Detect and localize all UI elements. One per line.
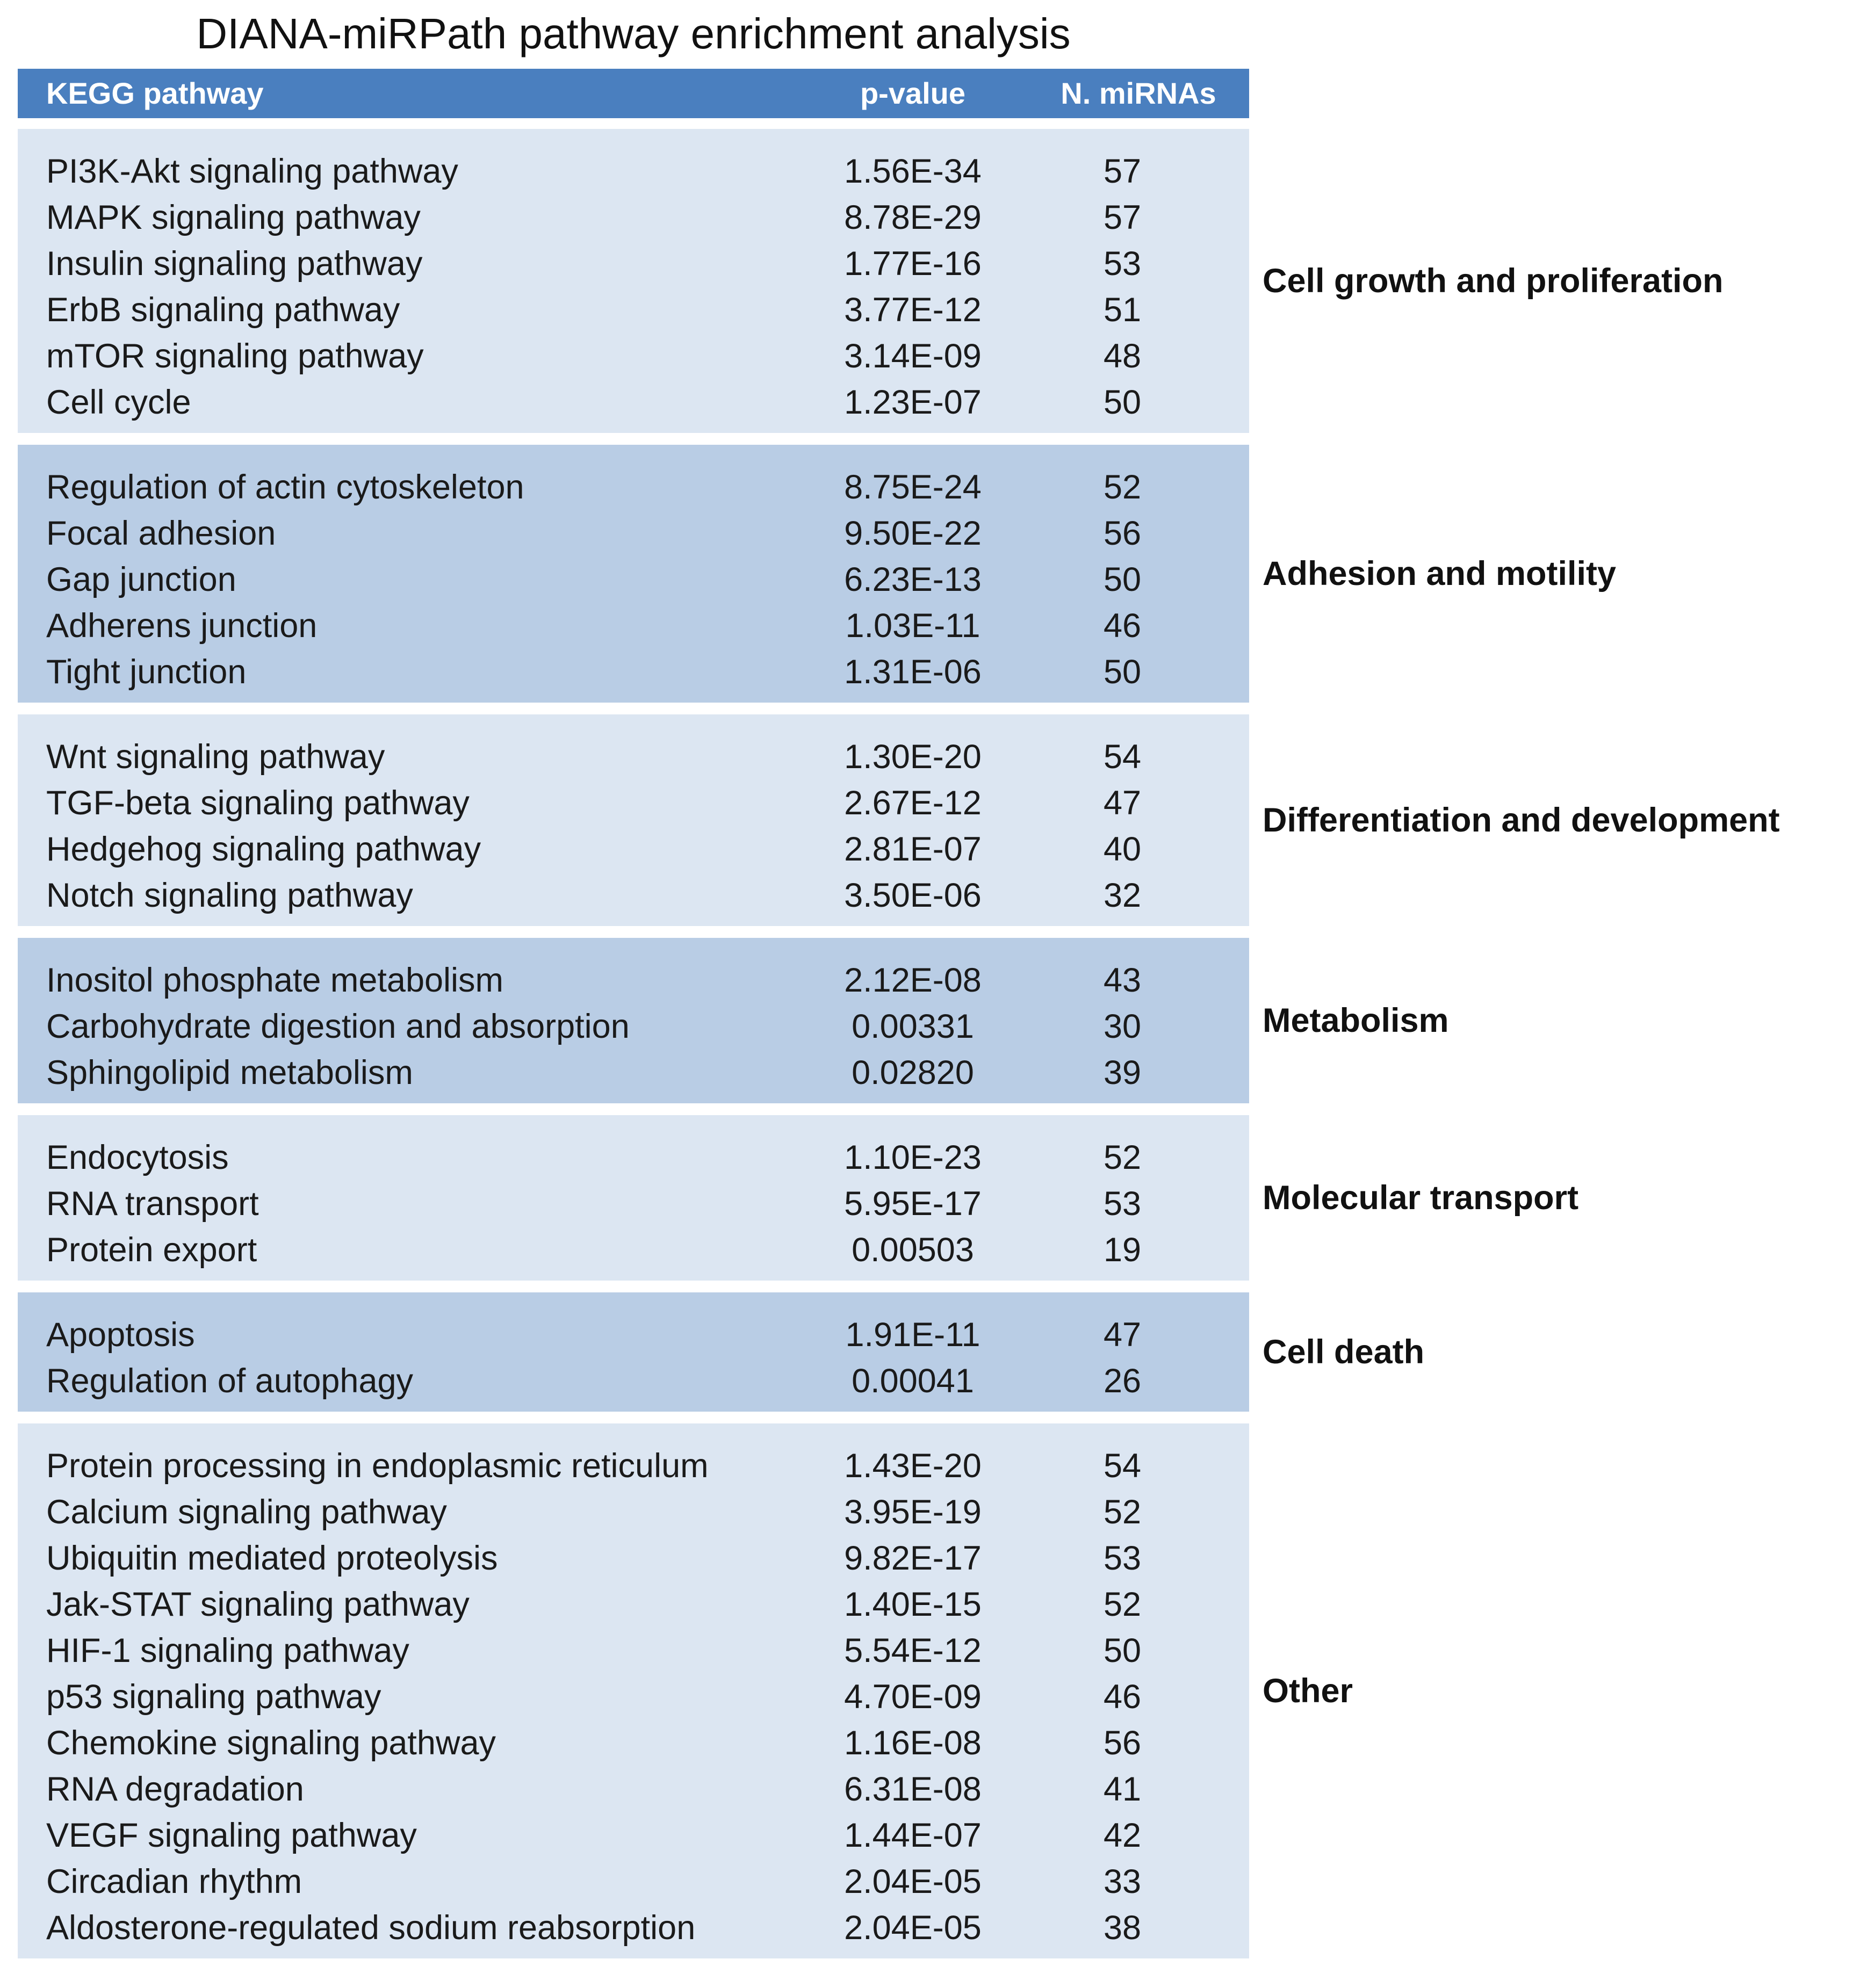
n-mirnas: 56 — [1103, 1724, 1142, 1762]
p-value: 1.91E-11 — [845, 1316, 980, 1354]
p-value: 5.95E-17 — [844, 1185, 982, 1223]
p-value: 6.31E-08 — [844, 1770, 982, 1808]
p-value: 0.02820 — [852, 1054, 974, 1091]
n-mirnas: 52 — [1103, 1586, 1142, 1623]
n-mirnas: 48 — [1103, 337, 1142, 375]
p-value: 1.30E-20 — [844, 738, 982, 776]
p-value: 0.00331 — [852, 1008, 974, 1045]
n-mirnas: 42 — [1103, 1817, 1142, 1854]
n-mirnas: 54 — [1103, 738, 1142, 776]
n-mirnas: 47 — [1103, 1316, 1142, 1354]
p-value: 2.12E-08 — [844, 962, 982, 999]
category-label: Molecular transport — [1263, 1179, 1579, 1217]
table-row — [18, 1628, 1249, 1674]
pathway-name: TGF-beta signaling pathway — [46, 784, 470, 822]
n-mirnas: 26 — [1103, 1362, 1142, 1400]
p-value: 2.04E-05 — [844, 1863, 982, 1900]
pathway-name: mTOR signaling pathway — [46, 337, 424, 375]
table-row — [18, 1181, 1249, 1227]
pathway-name: HIF-1 signaling pathway — [46, 1632, 409, 1669]
table-row — [18, 333, 1249, 379]
table-row — [18, 148, 1249, 194]
n-mirnas: 30 — [1103, 1008, 1142, 1045]
pathway-name: Apoptosis — [46, 1316, 195, 1354]
p-value: 0.00503 — [852, 1231, 974, 1269]
table-row — [18, 241, 1249, 287]
table-row — [18, 826, 1249, 872]
pathway-name: Aldosterone-regulated sodium reabsorption — [46, 1909, 696, 1947]
table-row — [18, 734, 1249, 780]
p-value: 1.03E-11 — [845, 607, 980, 645]
table-row — [18, 1766, 1249, 1812]
n-mirnas: 41 — [1103, 1770, 1142, 1808]
n-mirnas: 33 — [1103, 1863, 1142, 1900]
n-mirnas: 46 — [1103, 607, 1142, 645]
n-mirnas: 57 — [1103, 153, 1142, 190]
n-mirnas: 54 — [1103, 1447, 1142, 1485]
n-mirnas: 57 — [1103, 199, 1142, 236]
table-row — [18, 1720, 1249, 1766]
n-mirnas: 43 — [1103, 962, 1142, 999]
pathway-name: Ubiquitin mediated proteolysis — [46, 1539, 498, 1577]
pathway-name: Chemokine signaling pathway — [46, 1724, 496, 1762]
n-mirnas: 53 — [1103, 1185, 1142, 1223]
table-row — [18, 1859, 1249, 1905]
p-value: 1.44E-07 — [844, 1817, 982, 1854]
n-mirnas: 50 — [1103, 653, 1142, 691]
table-row — [18, 194, 1249, 241]
table-row — [18, 1358, 1249, 1404]
pathway-group — [18, 1423, 1249, 1958]
table-row — [18, 957, 1249, 1003]
p-value: 1.16E-08 — [844, 1724, 982, 1762]
n-mirnas: 32 — [1103, 877, 1142, 914]
p-value: 6.23E-13 — [844, 561, 982, 598]
pathway-name: Calcium signaling pathway — [46, 1493, 447, 1531]
pathway-group — [18, 1292, 1249, 1412]
pathway-name: Tight junction — [46, 653, 247, 691]
p-value: 9.50E-22 — [844, 515, 982, 552]
pathway-name: Regulation of autophagy — [46, 1362, 414, 1400]
table-row — [18, 603, 1249, 649]
table-row — [18, 1674, 1249, 1720]
table-row — [18, 872, 1249, 919]
header-kegg-pathway: KEGG pathway — [46, 76, 264, 110]
table-row — [18, 510, 1249, 556]
category-label: Cell death — [1263, 1333, 1425, 1371]
category-label: Differentiation and development — [1263, 801, 1780, 839]
pathway-name: Hedgehog signaling pathway — [46, 830, 481, 868]
table-row — [18, 1905, 1249, 1951]
pathway-name: Inositol phosphate metabolism — [46, 962, 503, 999]
n-mirnas: 56 — [1103, 515, 1142, 552]
pathway-name: Endocytosis — [46, 1139, 229, 1176]
pathway-name: MAPK signaling pathway — [46, 199, 421, 236]
pathway-group — [18, 129, 1249, 433]
p-value: 1.31E-06 — [844, 653, 982, 691]
pathway-name: Wnt signaling pathway — [46, 738, 385, 776]
table-row — [18, 1312, 1249, 1358]
pathway-name: RNA transport — [46, 1185, 259, 1223]
pathway-name: p53 signaling pathway — [46, 1678, 381, 1716]
p-value: 3.95E-19 — [844, 1493, 982, 1531]
p-value: 9.82E-17 — [844, 1539, 982, 1577]
n-mirnas: 50 — [1103, 561, 1142, 598]
header-n-mirnas: N. miRNAs — [1061, 76, 1216, 110]
pathway-name: Jak-STAT signaling pathway — [46, 1586, 470, 1623]
pathway-name: VEGF signaling pathway — [46, 1817, 417, 1854]
p-value: 0.00041 — [852, 1362, 974, 1400]
table-row — [18, 1003, 1249, 1050]
n-mirnas: 46 — [1103, 1678, 1142, 1716]
table-row — [18, 287, 1249, 333]
table-header — [18, 69, 1249, 118]
table-row — [18, 1812, 1249, 1859]
table-row — [18, 1227, 1249, 1273]
table-row — [18, 1581, 1249, 1628]
category-label: Adhesion and motility — [1263, 555, 1617, 592]
category-label: Metabolism — [1263, 1002, 1449, 1039]
n-mirnas: 53 — [1103, 245, 1142, 283]
header-p-value: p-value — [860, 76, 966, 110]
pathway-group — [18, 1115, 1249, 1281]
pathway-name: Gap junction — [46, 561, 236, 598]
table-row — [18, 379, 1249, 425]
pathway-name: RNA degradation — [46, 1770, 304, 1808]
p-value: 3.14E-09 — [844, 337, 982, 375]
category-label: Cell growth and proliferation — [1263, 262, 1724, 300]
p-value: 1.43E-20 — [844, 1447, 982, 1485]
p-value: 1.10E-23 — [844, 1139, 982, 1176]
table-row — [18, 649, 1249, 695]
n-mirnas: 50 — [1103, 1632, 1142, 1669]
n-mirnas: 39 — [1103, 1054, 1142, 1091]
n-mirnas: 53 — [1103, 1539, 1142, 1577]
pathway-name: ErbB signaling pathway — [46, 291, 400, 329]
table-row — [18, 1050, 1249, 1096]
pathway-name: Notch signaling pathway — [46, 877, 413, 914]
pathway-name: Regulation of actin cytoskeleton — [46, 468, 524, 506]
p-value: 1.56E-34 — [844, 153, 982, 190]
pathway-name: Adherens junction — [46, 607, 318, 645]
n-mirnas: 52 — [1103, 1139, 1142, 1176]
table-row — [18, 780, 1249, 826]
pathway-group — [18, 445, 1249, 703]
table-row — [18, 1489, 1249, 1535]
pathway-name: PI3K-Akt signaling pathway — [46, 153, 458, 190]
table-row — [18, 1443, 1249, 1489]
pathway-name: Carbohydrate digestion and absorption — [46, 1008, 630, 1045]
p-value: 3.77E-12 — [844, 291, 982, 329]
p-value: 8.75E-24 — [844, 468, 982, 506]
pathway-group — [18, 714, 1249, 926]
table-row — [18, 1535, 1249, 1581]
n-mirnas: 52 — [1103, 468, 1142, 506]
pathway-name: Insulin signaling pathway — [46, 245, 423, 283]
table-row — [18, 464, 1249, 510]
table-row — [18, 1134, 1249, 1181]
pathway-name: Circadian rhythm — [46, 1863, 302, 1900]
table-row — [18, 556, 1249, 603]
p-value: 2.04E-05 — [844, 1909, 982, 1947]
p-value: 2.81E-07 — [844, 830, 982, 868]
pathway-name: Protein processing in endoplasmic reticulum — [46, 1447, 709, 1485]
p-value: 1.23E-07 — [844, 384, 982, 421]
n-mirnas: 51 — [1103, 291, 1142, 329]
p-value: 1.40E-15 — [844, 1586, 982, 1623]
pathway-name: Protein export — [46, 1231, 257, 1269]
n-mirnas: 47 — [1103, 784, 1142, 822]
n-mirnas: 19 — [1103, 1231, 1142, 1269]
n-mirnas: 50 — [1103, 384, 1142, 421]
pathway-name: Focal adhesion — [46, 515, 276, 552]
p-value: 1.77E-16 — [844, 245, 982, 283]
table-title: DIANA-miRPath pathway enrichment analysis — [196, 10, 1071, 57]
p-value: 5.54E-12 — [844, 1632, 982, 1669]
p-value: 2.67E-12 — [844, 784, 982, 822]
p-value: 4.70E-09 — [844, 1678, 982, 1716]
p-value: 3.50E-06 — [844, 877, 982, 914]
pathway-name: Cell cycle — [46, 384, 191, 421]
pathway-name: Sphingolipid metabolism — [46, 1054, 413, 1091]
n-mirnas: 38 — [1103, 1909, 1142, 1947]
p-value: 8.78E-29 — [844, 199, 982, 236]
n-mirnas: 40 — [1103, 830, 1142, 868]
pathway-group — [18, 938, 1249, 1103]
category-label: Other — [1263, 1672, 1353, 1710]
n-mirnas: 52 — [1103, 1493, 1142, 1531]
